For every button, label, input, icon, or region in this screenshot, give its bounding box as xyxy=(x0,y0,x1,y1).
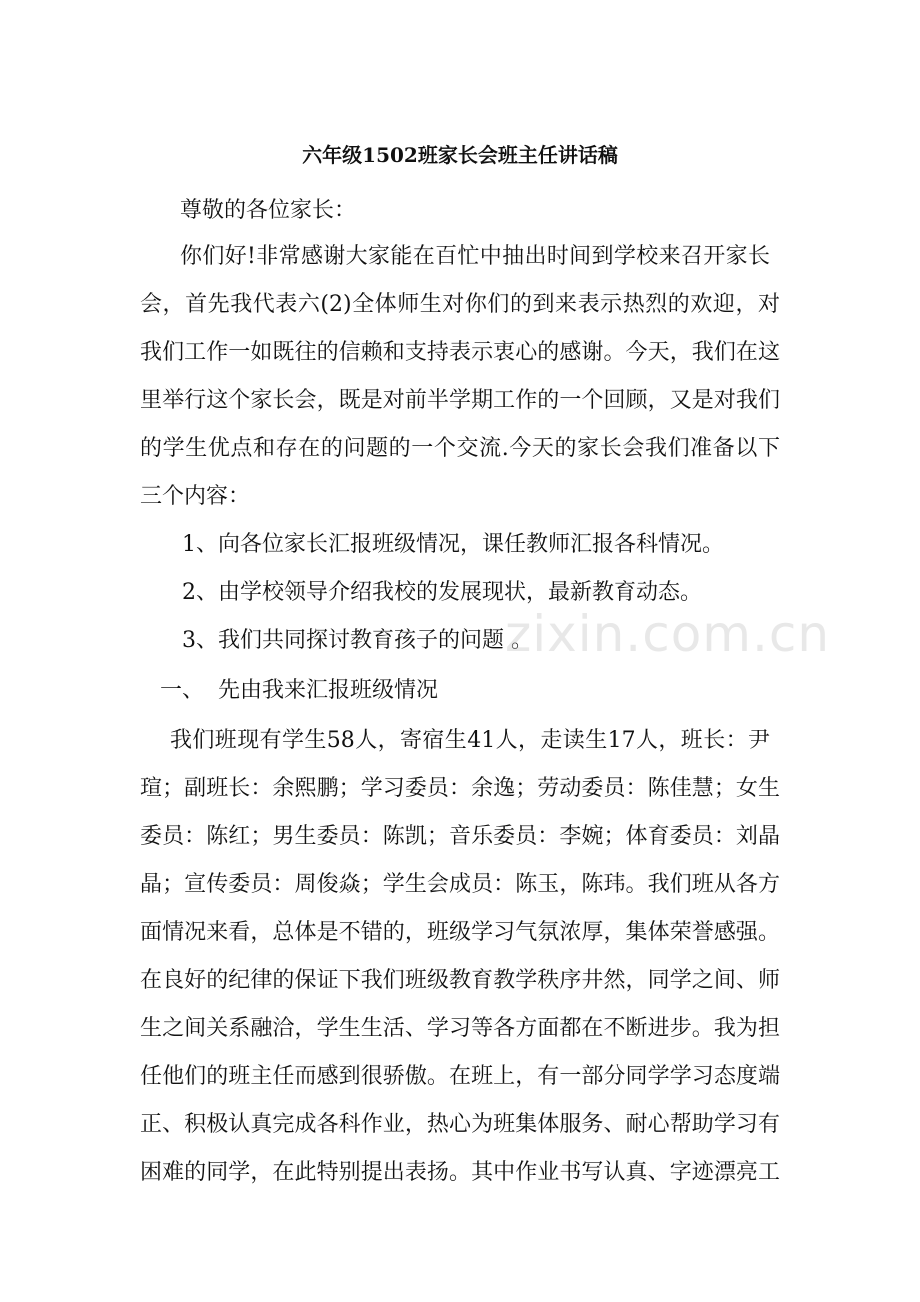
body-line: 我们班现有学生58人，寄宿生41人，走读生17人，班长：尹 xyxy=(170,728,770,753)
body-line: 正、积极认真完成各科作业，热心为班集体服务、耐心帮助学习有 xyxy=(140,1112,780,1137)
section-heading: 一、 先由我来汇报班级情况 xyxy=(160,678,438,703)
body-line: 晶；宣传委员：周俊焱；学生会成员：陈玉，陈玮。我们班从各方 xyxy=(140,872,780,897)
body-line: 面情况来看，总体是不错的，班级学习气氛浓厚，集体荣誉感强。 xyxy=(140,920,780,945)
agenda-item: 1、向各位家长汇报班级情况，课任教师汇报各科情况。 xyxy=(182,532,724,557)
intro-line: 里举行这个家长会，既是对前半学期工作的一个回顾，又是对我们 xyxy=(140,388,780,413)
body-line: 在良好的纪律的保证下我们班级教育教学秩序井然，同学之间、师 xyxy=(140,968,780,993)
watermark: zixin.com.cn xyxy=(505,605,831,663)
intro-line: 会，首先我代表六(2)全体师生对你们的到来表示热烈的欢迎，对 xyxy=(140,292,780,317)
document-title: 六年级1502班家长会班主任讲话稿 xyxy=(302,143,618,167)
salutation: 尊敬的各位家长： xyxy=(180,198,357,223)
body-line: 委员：陈红；男生委员：陈凯；音乐委员：李婉；体育委员：刘晶 xyxy=(140,824,780,849)
agenda-item: 3、我们共同探讨教育孩子的问题 。 xyxy=(182,628,533,653)
intro-line: 的学生优点和存在的问题的一个交流.今天的家长会我们准备以下 xyxy=(140,436,780,461)
body-line: 任他们的班主任而感到很骄傲。在班上，有一部分同学学习态度端 xyxy=(140,1064,780,1089)
intro-line: 我们工作一如既往的信赖和支持表示衷心的感谢。今天，我们在这 xyxy=(140,340,780,365)
intro-line: 三个内容： xyxy=(140,484,251,509)
body-line: 困难的同学，在此特别提出表扬。其中作业书写认真、字迹漂亮工 xyxy=(140,1160,780,1185)
body-line: 生之间关系融洽，学生生活、学习等各方面都在不断进步。我为担 xyxy=(140,1016,780,1041)
intro-line: 你们好!非常感谢大家能在百忙中抽出时间到学校来召开家长 xyxy=(180,244,770,269)
agenda-item: 2、由学校领导介绍我校的发展现状，最新教育动态。 xyxy=(182,580,702,605)
body-line: 瑄；副班长：余熙鹏；学习委员：余逸；劳动委员：陈佳慧；女生 xyxy=(140,776,780,801)
